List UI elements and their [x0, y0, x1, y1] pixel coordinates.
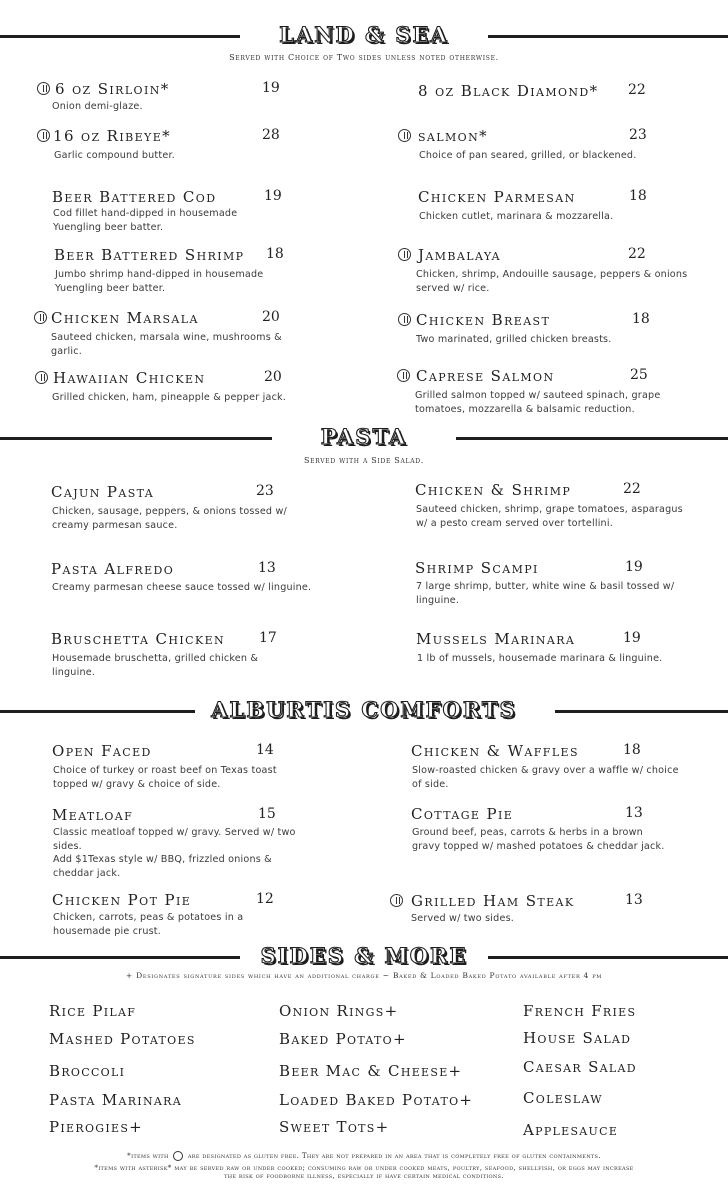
- item-price: 17: [259, 630, 277, 646]
- item-name: Chicken Marsala: [51, 309, 199, 327]
- item-name: Beer Battered Shrimp: [54, 246, 245, 264]
- item-name: 6 oz Sirloin*: [55, 80, 170, 98]
- sides-header: [0, 943, 728, 973]
- gf-note-suffix: are designated as gluten free. They are not prepared in an area that is completely free of gluten containments.: [187, 1151, 601, 1160]
- item-name: Jambalaya: [418, 246, 502, 264]
- item-description: Jumbo shrimp hand-dipped in housemade Yuengling beer batter.: [55, 269, 264, 294]
- side-item: French Fries: [523, 1002, 637, 1020]
- gluten-free-icon: [37, 129, 50, 142]
- item-price: 19: [264, 188, 282, 204]
- side-item: Baked Potato+: [279, 1030, 407, 1048]
- gluten-free-icon: [398, 313, 411, 326]
- item-name: Chicken & Waffles: [411, 742, 579, 760]
- item-price: 28: [262, 127, 280, 143]
- item-name: salmon*: [418, 127, 488, 145]
- item-description: Housemade bruschetta, grilled chicken & linguine.: [52, 653, 259, 678]
- item-price: 15: [258, 806, 276, 822]
- side-item: Applesauce: [523, 1121, 619, 1139]
- item-description: Chicken, shrimp, Andouille sausage, peppers & onions served w/ rice.: [416, 269, 688, 294]
- item-description: Chicken cutlet, marinara & mozzarella.: [419, 211, 614, 222]
- section-title: LAND & SEA: [279, 22, 449, 47]
- item-description: Two marinated, grilled chicken breasts.: [416, 334, 612, 345]
- item-name: Bruschetta Chicken: [51, 630, 226, 648]
- section-subtitle: Served with a Side Salad.: [304, 456, 424, 465]
- item-price: 19: [625, 559, 643, 575]
- item-price: 18: [632, 311, 650, 327]
- comforts-header: [0, 697, 728, 727]
- item-description: Garlic compound butter.: [54, 150, 175, 161]
- item-name: Beer Battered Cod: [52, 188, 217, 206]
- item-description: 1 lb of mussels, housemade marinara & linguine.: [417, 653, 663, 664]
- item-name: Caprese Salmon: [416, 367, 555, 385]
- item-name: Hawaiian Chicken: [53, 369, 206, 387]
- item-price: 18: [623, 742, 641, 758]
- item-description: Onion demi-glaze.: [52, 101, 143, 112]
- item-name: Chicken Pot Pie: [52, 891, 192, 909]
- section-title: PASTA: [320, 424, 408, 449]
- item-description: Slow-roasted chicken & gravy over a waffle w/ choice of side.: [412, 765, 679, 790]
- item-name: Chicken Breast: [416, 311, 551, 329]
- side-item: Onion Rings+: [279, 1002, 399, 1020]
- item-price: 18: [629, 188, 647, 204]
- item-name: Pasta Alfredo: [51, 560, 175, 578]
- raw-food-warning-line-2: the risk of foodborne illness, especially if have certain medical conditions.: [224, 1171, 504, 1180]
- side-item: Sweet Tots+: [279, 1118, 390, 1136]
- section-title: ALBURTIS COMFORTS: [211, 697, 517, 722]
- item-name: Shrimp Scampi: [415, 559, 539, 577]
- item-description: Sauteed chicken, marsala wine, mushrooms & garlic.: [51, 332, 282, 357]
- item-name: Cajun Pasta: [51, 483, 155, 501]
- item-price: 13: [625, 892, 643, 908]
- gluten-free-icon: [398, 129, 411, 142]
- item-price: 25: [630, 367, 648, 383]
- side-item: Mashed Potatoes: [49, 1030, 196, 1048]
- item-price: 20: [262, 309, 280, 325]
- item-name: Meatloaf: [52, 806, 134, 824]
- section-subtitle: + Designates signature sides which have an additional charge ~ Baked & Loaded Baked Potato available after 4 pm: [125, 971, 603, 980]
- item-price: 22: [623, 481, 641, 497]
- item-description: Sauteed chicken, shrimp, grape tomatoes, asparagus w/ a pesto cream served over tortellini.: [416, 504, 683, 529]
- item-name: Open Faced: [52, 742, 152, 760]
- land-sea-header: [0, 22, 728, 52]
- item-name: Chicken Parmesan: [418, 188, 576, 206]
- item-price: 13: [258, 560, 276, 576]
- item-price: 22: [628, 82, 646, 98]
- item-name: Cottage Pie: [411, 805, 514, 823]
- item-price: 19: [623, 630, 641, 646]
- item-name: Grilled Ham Steak: [411, 892, 575, 910]
- gluten-free-icon: [397, 369, 410, 382]
- side-item: Rice Pilaf: [49, 1002, 137, 1020]
- raw-food-warning-line-1: *items with asterisk* may be served raw or under cooked; consuming raw or under cooked meats, poultry, seafood, shellfish, or eggs may increase: [94, 1163, 634, 1172]
- section-subtitle: Served with Choice of Two sides unless noted otherwise.: [229, 53, 499, 62]
- item-description: Grilled salmon topped w/ sauteed spinach, grape tomatoes, mozzarella & balsamic reduction.: [415, 390, 661, 415]
- item-price: 23: [629, 127, 647, 143]
- item-price: 14: [256, 742, 274, 758]
- side-item: Loaded Baked Potato+: [279, 1091, 474, 1109]
- item-price: 22: [628, 246, 646, 262]
- gluten-free-icon: [37, 82, 50, 95]
- item-price: 13: [625, 805, 643, 821]
- side-item: Pierogies+: [49, 1118, 144, 1136]
- gluten-free-icon: [390, 894, 403, 907]
- item-description: Grilled chicken, ham, pineapple & pepper jack.: [52, 392, 287, 403]
- item-price: 23: [256, 483, 274, 499]
- item-price: 12: [256, 891, 274, 907]
- gluten-free-icon: [34, 311, 47, 324]
- item-name: Mussels Marinara: [416, 630, 576, 648]
- side-item: Caesar Salad: [523, 1058, 637, 1076]
- pasta-header: [0, 424, 728, 454]
- item-description: Cod fillet hand-dipped in housemade Yuengling beer batter.: [53, 208, 238, 233]
- section-title: SIDES & MORE: [260, 943, 468, 968]
- gluten-free-icon: [173, 1151, 183, 1161]
- item-name: 16 oz Ribeye*: [53, 127, 172, 145]
- item-description: Creamy parmesan cheese sauce tossed w/ linguine.: [52, 582, 312, 593]
- item-price: 19: [262, 80, 280, 96]
- item-name: 8 oz Black Diamond*: [418, 82, 599, 100]
- side-item: Broccoli: [49, 1062, 126, 1080]
- side-item: Beer Mac & Cheese+: [279, 1062, 463, 1080]
- gluten-free-note: [0, 1151, 728, 1161]
- item-description: Choice of pan seared, grilled, or blackened.: [419, 150, 637, 161]
- item-description: Chicken, carrots, peas & potatoes in a housemade pie crust.: [53, 912, 244, 937]
- item-description: Served w/ two sides.: [411, 913, 515, 924]
- item-description: Chicken, sausage, peppers, & onions tossed w/ creamy parmesan sauce.: [52, 506, 287, 531]
- item-description: Choice of turkey or roast beef on Texas toast topped w/ gravy & choice of side.: [53, 765, 277, 790]
- item-name: Chicken & Shrimp: [415, 481, 572, 499]
- item-description: Classic meatloaf topped w/ gravy. Served w/ two sides.: [53, 827, 296, 852]
- gf-note-prefix: *items with: [127, 1151, 169, 1160]
- side-item: House Salad: [523, 1029, 632, 1047]
- gluten-free-icon: [35, 371, 48, 384]
- gluten-free-icon: [398, 248, 411, 261]
- side-item: Pasta Marinara: [49, 1091, 182, 1109]
- item-description: Ground beef, peas, carrots & herbs in a brown gravy topped w/ mashed potatoes & cheddar jack.: [412, 827, 665, 852]
- item-price: 20: [264, 369, 282, 385]
- item-description: 7 large shrimp, butter, white wine & basil tossed w/ linguine.: [416, 581, 675, 606]
- item-price: 18: [266, 246, 284, 262]
- item-description-addon: Add $1Texas style w/ BBQ, frizzled onions & cheddar jack.: [53, 854, 272, 879]
- side-item: Coleslaw: [523, 1089, 603, 1107]
